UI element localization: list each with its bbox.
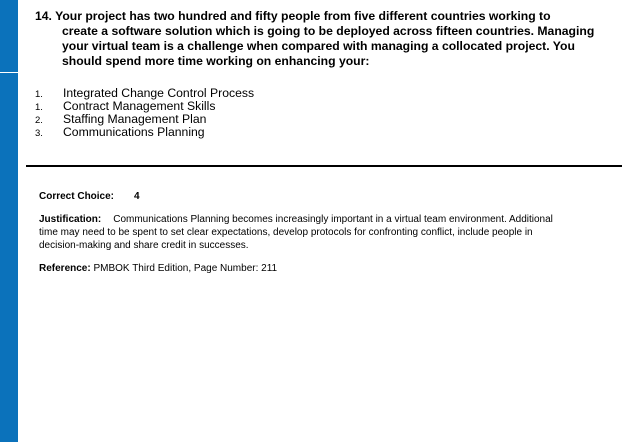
option-number: 3. (35, 128, 43, 139)
question-text (35, 9, 595, 69)
answer-section (39, 190, 559, 275)
option-number: 1. (35, 89, 43, 100)
justification-label: Justification: (39, 214, 102, 225)
correct-choice-label: Correct Choice: (39, 191, 115, 202)
option-number: 2. (35, 115, 43, 126)
accent-bar-notch (0, 72, 18, 73)
option-text: Staffing Management Plan (63, 112, 207, 126)
option-text: Integrated Change Control Process (63, 86, 255, 100)
reference-label: Reference: (39, 263, 91, 274)
correct-choice (39, 190, 559, 203)
justification-text: Communications Planning becomes increasingly important in a virtual team environment. Additional time may need to be spent to set clear expectations, develop protocols for confronting conflict, include people in decision-making and share credit in successes. (39, 214, 553, 251)
option-text: Contract Management Skills (63, 99, 216, 113)
section-divider (26, 165, 622, 167)
answer-options (35, 87, 595, 139)
option-item (35, 126, 595, 139)
reference-text: PMBOK Third Edition, Page Number: 211 (93, 263, 278, 274)
reference (39, 262, 559, 275)
option-number: 1. (35, 102, 43, 113)
justification (39, 213, 559, 252)
question-rest: create a software solution which is going to be deployed across fifteen countries. Managing your virtual team is a challenge when compared with managing a collocated project. You should spend more time working on enhancing your: (62, 24, 595, 68)
left-accent-bar (0, 0, 18, 442)
correct-choice-value: 4 (134, 191, 140, 202)
option-text: Communications Planning (63, 125, 205, 139)
question-lead: 14. Your project has two hundred and fifty people from five different countries working to (35, 9, 551, 23)
